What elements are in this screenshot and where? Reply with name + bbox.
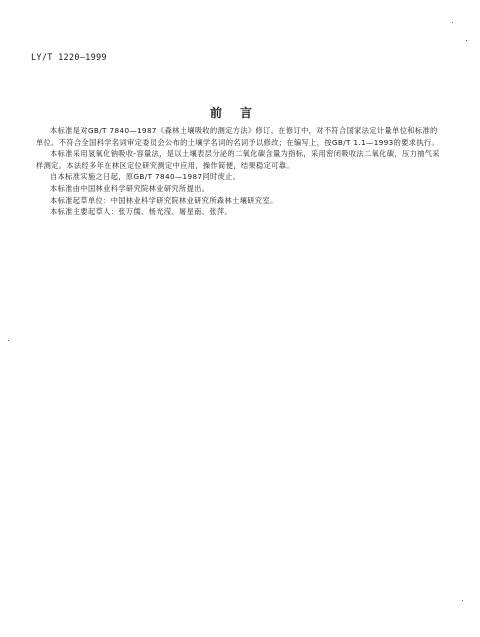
scan-speck <box>8 340 9 341</box>
foreword-paragraph: 本标准主要起草人：张万儒、杨光滢、屠星南、张萍。 <box>50 207 233 217</box>
scan-speck <box>462 600 463 601</box>
foreword-paragraph: 本标准采用氢氧化钠吸收-容量法，是以土壤表层分泌的二氧化碳含量为指标，采用密闭吸收法二氧化碳，压力抽气采样测定。本法经多年在林区定位研究测定中应用，操作简便，结果稳定可靠。 <box>36 149 440 170</box>
foreword-paragraph: 本标准由中国林业科学研究院林业研究所提出。 <box>50 183 210 193</box>
standard-number: LY/T 1220—1999 <box>31 53 107 63</box>
section-title: 前言 <box>209 106 270 120</box>
scan-speck <box>452 22 453 23</box>
foreword-paragraph: 本标准起草单位：中国林业科学研究院林业研究所森林土壤研究室。 <box>50 195 278 205</box>
scan-speck <box>466 40 467 41</box>
foreword-paragraph: 本标准是对GB/T 7840—1987《森林土壤吸收的测定方法》修订。在修订中，对不符合国家法定计量单位和标准的单位、不符合全国科学名词审定委员会公布的土壤学名词的名词予以修改；在编写上，按GB/T 1.1—1993的要求执行。 <box>36 126 440 147</box>
foreword-paragraph: 自本标准实施之日起，原GB/T 7840—1987同时废止。 <box>50 172 241 182</box>
foreword-body <box>36 125 440 218</box>
